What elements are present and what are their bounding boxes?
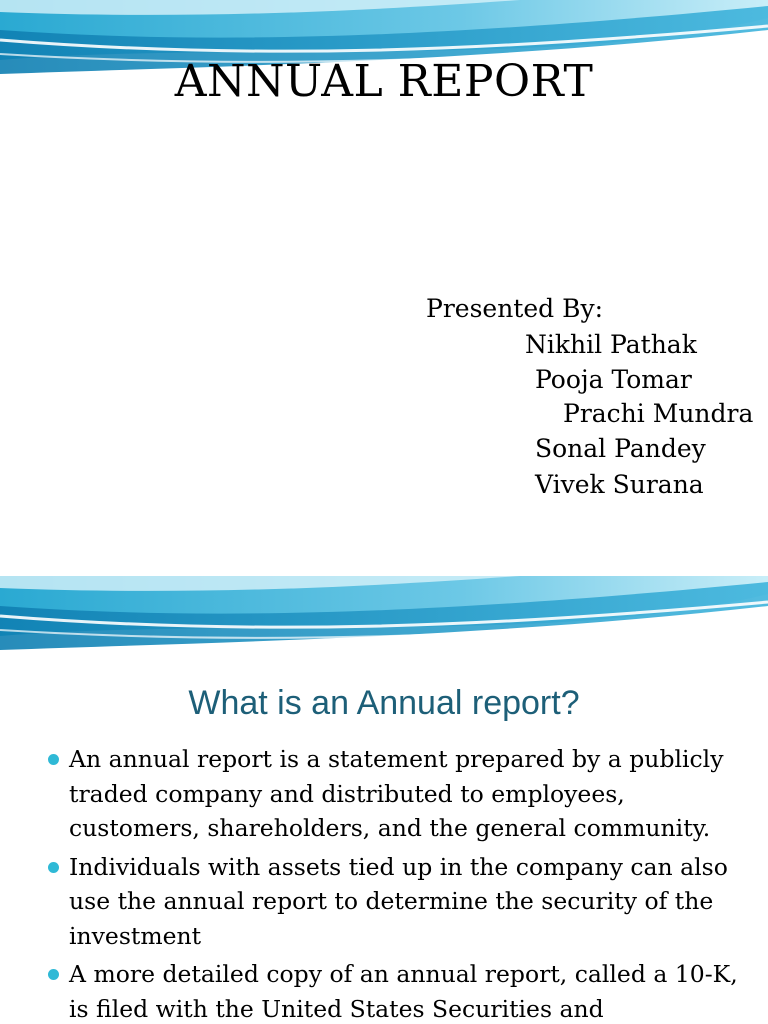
presenter-name: Nikhil Pathak (525, 330, 697, 359)
wave-banner-top (0, 576, 768, 666)
slide-title: ANNUAL REPORT (174, 56, 594, 107)
presenter-name: Prachi Mundra (563, 399, 754, 428)
bullet-text: An annual report is a statement prepared by a publicly traded company and distributed to employees, customers, shareholders, and the general community. (69, 745, 724, 842)
bullet-dot-icon (48, 969, 59, 980)
bullet-list (48, 742, 738, 1024)
list-item (48, 850, 738, 954)
content-slide (0, 576, 768, 1024)
bullet-dot-icon (48, 754, 59, 765)
presented-by-label: Presented By: (426, 294, 604, 323)
slide-title: What is an Annual report? (188, 684, 580, 722)
presenter-name: Pooja Tomar (535, 365, 692, 394)
list-item (48, 957, 738, 1024)
bullet-text: A more detailed copy of an annual report, called a 10-K, is filed with the United States Securities and (69, 960, 738, 1023)
bullet-text: Individuals with assets tied up in the company can also use the annual report to determine the security of the investment (69, 852, 728, 950)
presenter-name: Sonal Pandey (535, 434, 706, 463)
presenter-name: Vivek Surana (535, 470, 704, 499)
list-item (48, 742, 738, 846)
bullet-dot-icon (48, 862, 59, 873)
